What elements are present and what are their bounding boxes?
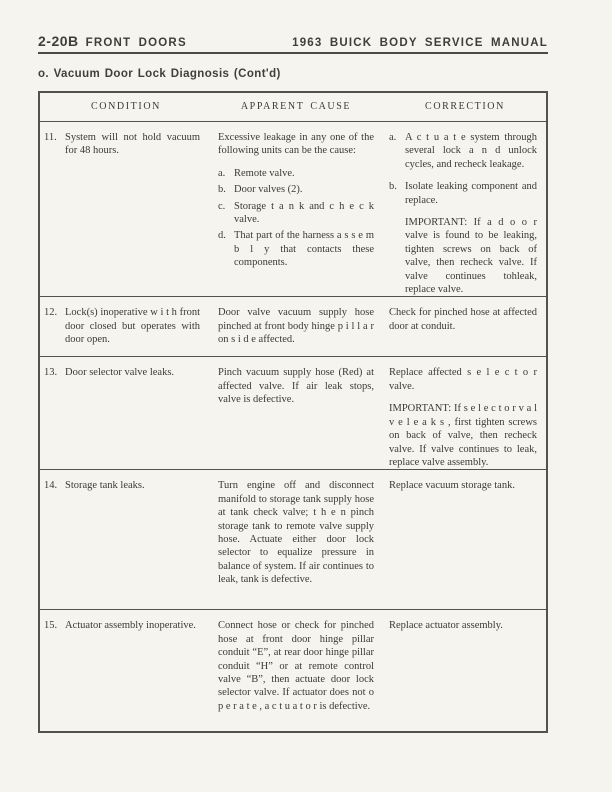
- cause-paragraph: Connect hose or check for pinched hose at front door hinge pillar conduit “E”, at rear door hinge pillar conduit “H” or at remote control valve “B”, then actuate door lock selector valve. If actuator does not o p e r a t e , a c t u a t o r is defective.: [218, 620, 374, 712]
- condition-cell: [40, 357, 212, 469]
- table-header-row: [40, 93, 546, 121]
- cause-paragraph: Excessive leakage in any one of the following units can be the cause:: [218, 132, 374, 157]
- column-header-correction: CORRECTION: [425, 101, 505, 112]
- page-header-left: [38, 33, 187, 49]
- correction-item: [389, 180, 537, 207]
- cause-cell: [212, 357, 380, 469]
- correction-paragraph: Replace affected s e l e c t o r valve.: [389, 367, 537, 392]
- row-number: 15.: [44, 620, 58, 632]
- condition-text: Door selector valve leaks.: [65, 367, 175, 379]
- item-text: A c t u a t e system through several lock a n d unlock cycles, and recheck leakage.: [405, 132, 537, 170]
- cause-cell: [212, 122, 380, 296]
- condition-entry: [44, 131, 200, 158]
- correction-cell: [380, 297, 550, 356]
- item-text: Isolate leaking component and replace.: [405, 181, 537, 206]
- correction-cell: [380, 122, 550, 296]
- item-label: a.: [218, 167, 226, 179]
- condition-cell: [40, 470, 212, 609]
- section-title: o. Vacuum Door Lock Diagnosis (Cont'd): [38, 68, 281, 80]
- correction-item: [389, 131, 537, 171]
- condition-entry: [44, 619, 200, 632]
- cause-cell: [212, 297, 380, 356]
- condition-text: System will not hold vacuum for 48 hours.: [65, 132, 200, 157]
- item-text: Remote valve.: [234, 167, 295, 179]
- condition-text: Storage tank leaks.: [65, 480, 145, 492]
- table-row: [40, 356, 546, 469]
- row-number: 11.: [44, 132, 57, 143]
- table-row: [40, 121, 546, 296]
- row-number: 13.: [44, 367, 58, 379]
- section-name: FRONT DOORS: [85, 37, 187, 49]
- item-text: That part of the harness a s s e m b l y that contacts these components.: [234, 230, 374, 269]
- cause-paragraph: Pinch vacuum supply hose (Red) at affected valve. If air leak stops, valve is defective.: [218, 367, 374, 406]
- correction-cell: [380, 610, 550, 731]
- cause-item: [218, 229, 374, 269]
- cause-paragraph: Turn engine off and disconnect manifold to storage tank supply hose at tank check valve; t h e n pinch storage tank to remote valve supply hose. Actuate either door lock selector to equalize pressure in balance of system. If air continues to leak, tank is defective.: [218, 480, 374, 586]
- cause-item: [218, 167, 374, 180]
- condition-cell: [40, 297, 212, 356]
- cause-cell: [212, 610, 380, 731]
- cause-cell: [212, 470, 380, 609]
- condition-cell: [40, 122, 212, 296]
- item-label: a.: [389, 132, 397, 143]
- cause-paragraph: Door valve vacuum supply hose pinched at front body hinge p i l l a r on s i d e affected.: [218, 307, 374, 346]
- manual-title: 1963 BUICK BODY SERVICE MANUAL: [292, 37, 548, 49]
- page-header: [38, 33, 548, 54]
- item-label: b.: [218, 184, 226, 196]
- cause-item: [218, 200, 374, 227]
- table-row: [40, 296, 546, 356]
- item-label: d.: [218, 230, 226, 242]
- condition-text: Lock(s) inoperative w i t h front door closed but operates with door open.: [65, 307, 200, 346]
- correction-cell: [380, 470, 550, 609]
- correction-paragraph: Replace vacuum storage tank.: [389, 480, 515, 492]
- column-header-condition: CONDITION: [91, 101, 161, 112]
- diagnosis-table: [38, 91, 548, 733]
- condition-entry: [44, 306, 200, 346]
- condition-text: Actuator assembly inoperative.: [65, 620, 196, 632]
- item-text: Storage t a n k and c h e c k valve.: [234, 200, 374, 226]
- important-note: IMPORTANT: If s e l e c t o r v a l v e l e a k s , first tighten screws on back of valve, then recheck valve. If valve continues to leak, replace valve assembly.: [389, 403, 537, 468]
- row-number: 14.: [44, 480, 58, 492]
- item-text: Door valves (2).: [234, 184, 303, 196]
- cause-item: [218, 183, 374, 196]
- table-row: [40, 609, 546, 731]
- section-code: 2-20B: [38, 33, 79, 49]
- row-number: 12.: [44, 307, 58, 319]
- item-label: b.: [389, 181, 397, 193]
- condition-entry: [44, 479, 200, 492]
- correction-cell: [380, 357, 550, 469]
- item-label: c.: [218, 200, 226, 212]
- table-row: [40, 469, 546, 609]
- correction-paragraph: Replace actuator assembly.: [389, 620, 503, 632]
- important-note: IMPORTANT: If a d o o r valve is found to be leaking, tighten screws on back of valve, then recheck valve. If valve continues tohleak, replace valve.: [405, 217, 537, 296]
- column-header-apparent-cause: APPARENT CAUSE: [240, 101, 352, 112]
- condition-entry: [44, 366, 200, 379]
- correction-paragraph: Check for pinched hose at affected door at conduit.: [389, 307, 537, 332]
- condition-cell: [40, 610, 212, 731]
